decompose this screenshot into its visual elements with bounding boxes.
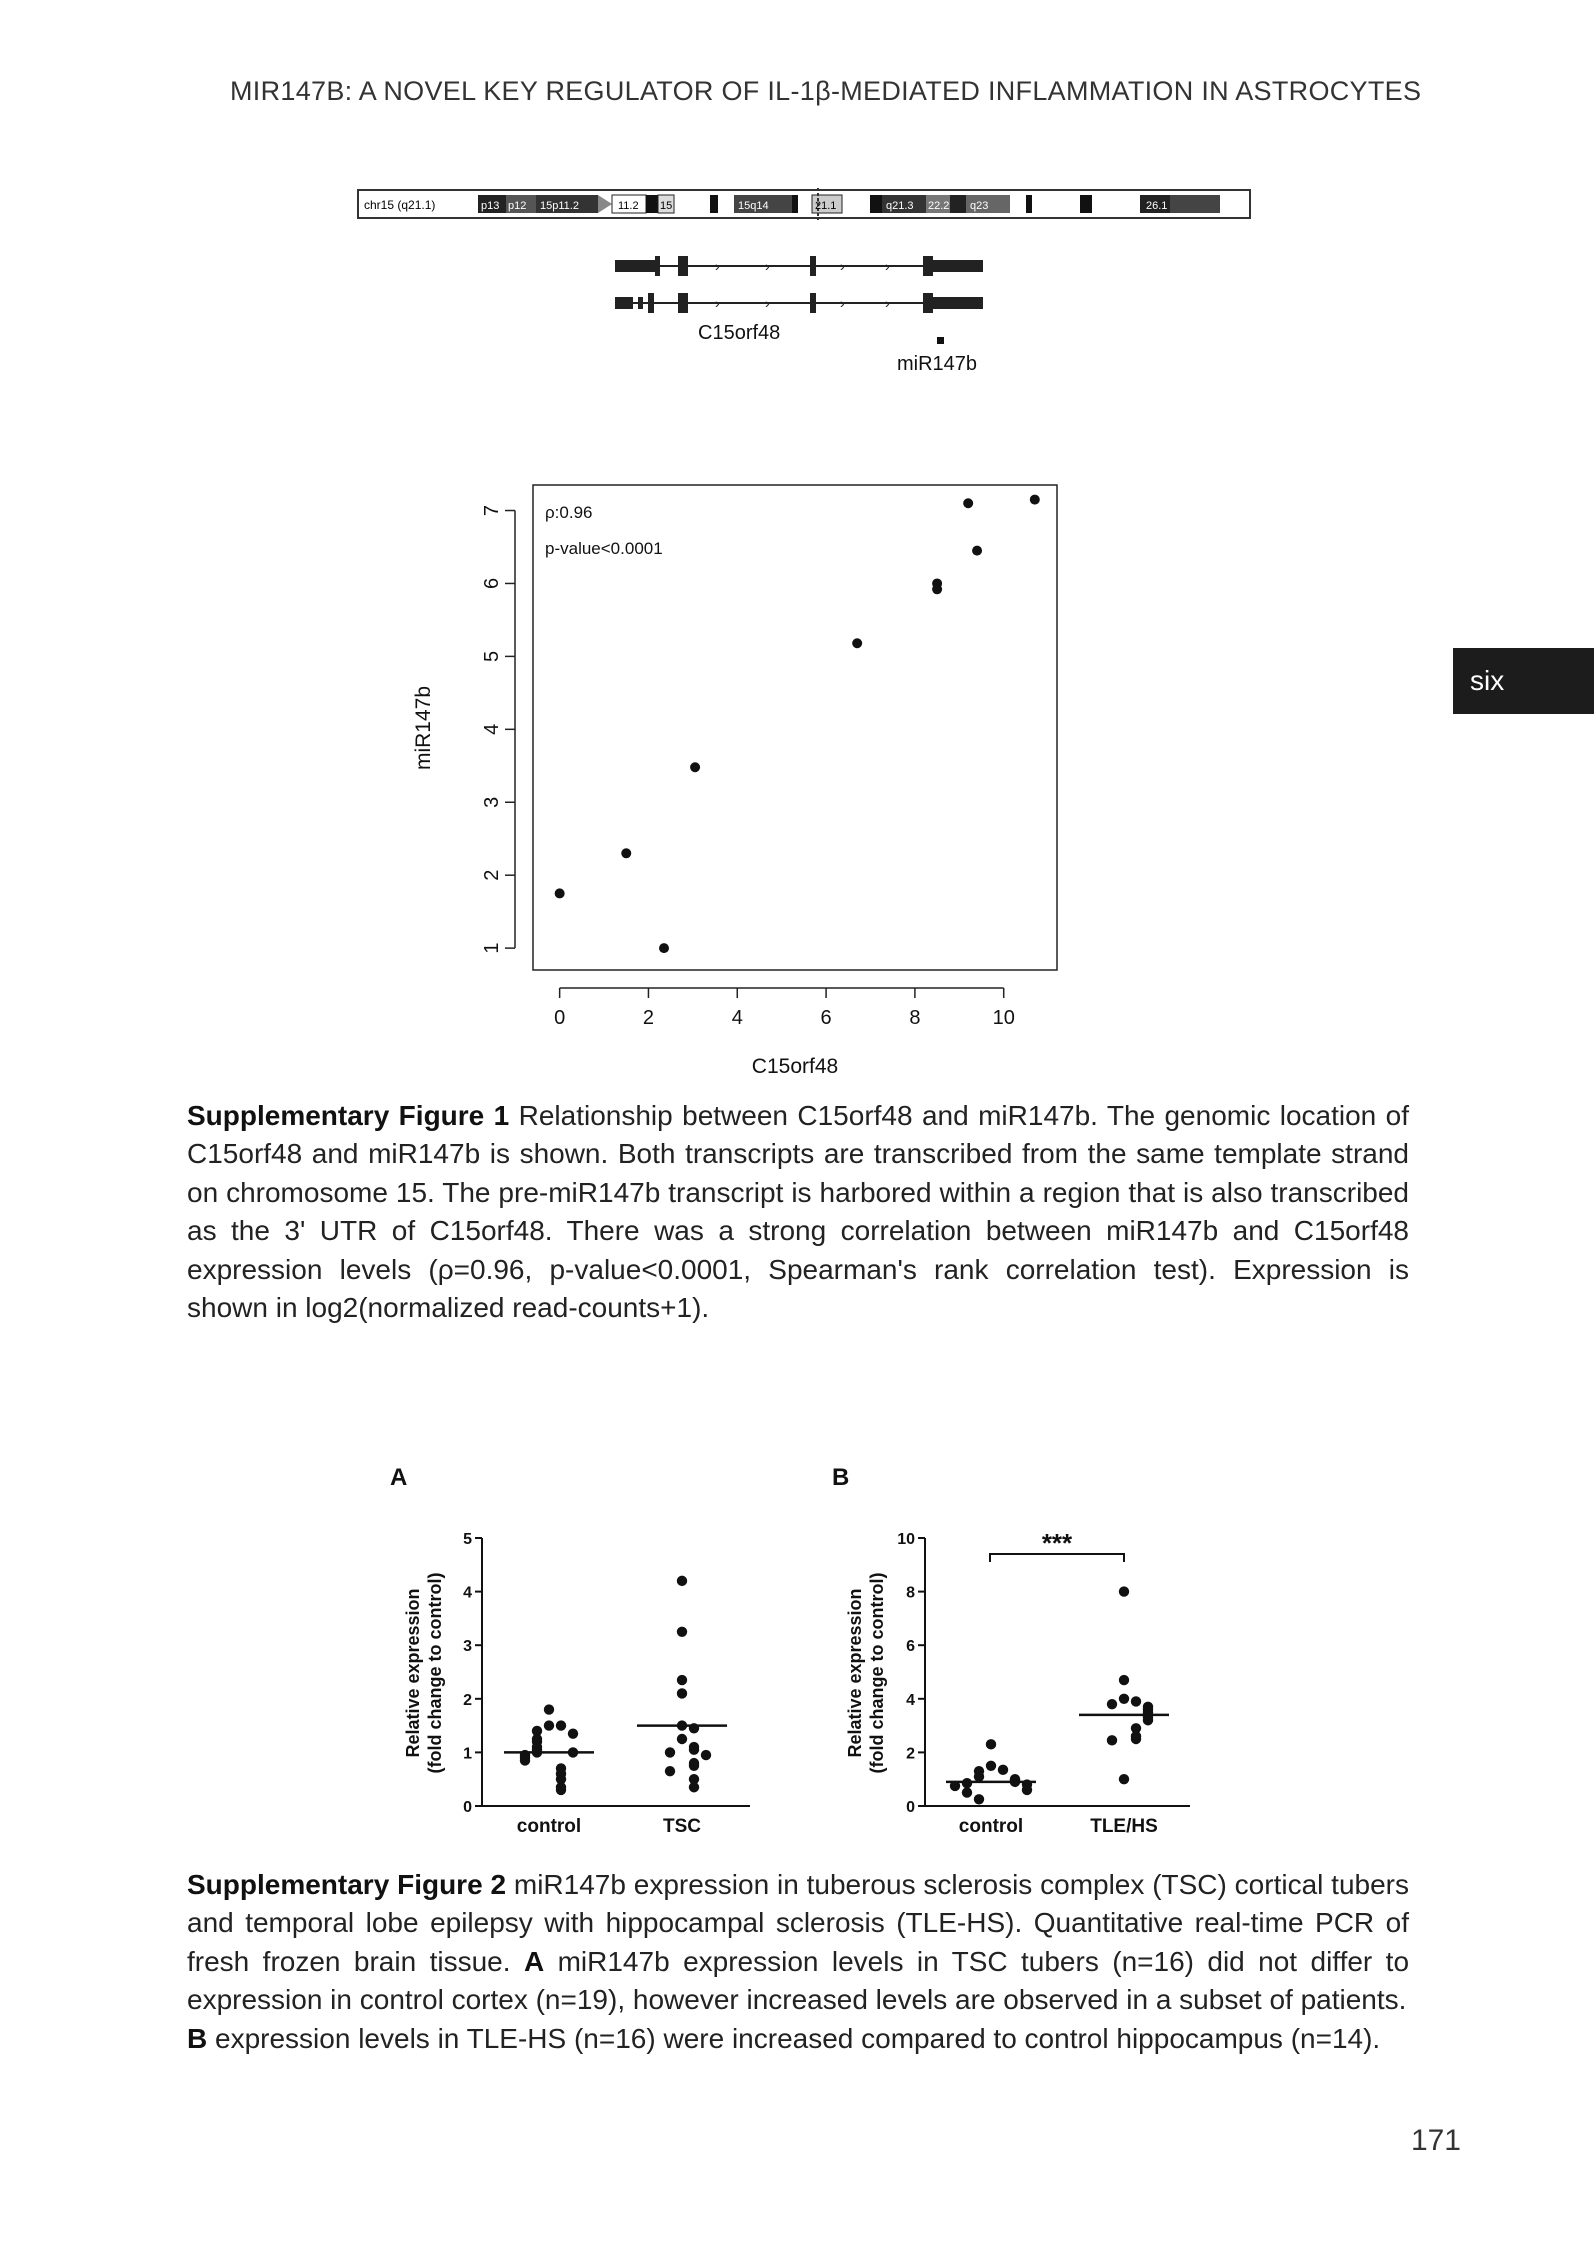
data-point bbox=[1131, 1696, 1141, 1706]
data-point bbox=[665, 1747, 675, 1757]
x-tick-label: 2 bbox=[642, 1007, 655, 1029]
correlation-scatter-plot bbox=[400, 470, 1100, 1090]
y-axis bbox=[481, 505, 515, 954]
scatter-points bbox=[555, 495, 1040, 954]
y-tick-label: 10 bbox=[897, 1531, 915, 1548]
transcript-2 bbox=[615, 293, 983, 313]
band-label: q21.3 bbox=[886, 200, 914, 212]
svg-text:›: › bbox=[765, 295, 770, 311]
y-tick-label: 1 bbox=[481, 942, 503, 954]
running-header: MIR147B: A NOVEL KEY REGULATOR OF IL-1β-MEDIATED INFLAMMATION IN ASTROCYTES bbox=[230, 76, 1422, 106]
panel-b-label: B bbox=[832, 1464, 850, 1491]
data-point bbox=[986, 1761, 996, 1771]
scatter-point bbox=[1030, 495, 1040, 505]
x-tick-label: 4 bbox=[731, 1007, 743, 1029]
mirna-label: miR147b bbox=[897, 353, 978, 375]
figure-2-caption bbox=[187, 1866, 1409, 2058]
data-point bbox=[677, 1734, 687, 1744]
svg-text:›: › bbox=[840, 295, 845, 311]
y-tick-label: 5 bbox=[481, 650, 503, 662]
rho-annotation: ρ:0.96 bbox=[545, 503, 593, 522]
category-label: TLE/HS bbox=[1090, 1816, 1158, 1837]
caption-panel-b-text: expression levels in TLE-HS (n=16) were increased compared to control hippocampus (n=14). bbox=[215, 2022, 1381, 2054]
data-point bbox=[986, 1739, 996, 1749]
caption-text: miR147b expression in tuberous sclerosis complex (TSC) cortical tubers and temporal lobe epilepsy with hippocampal sclerosis (TLE-HS). Quantitative real-time PCR of fresh frozen brain tissue. bbox=[187, 1869, 1410, 1977]
y-tick-label: 5 bbox=[463, 1531, 472, 1548]
scatter-point bbox=[963, 498, 973, 508]
data-point bbox=[1119, 1774, 1129, 1784]
y-axis-title-line-2: (fold change to control) bbox=[425, 1572, 445, 1774]
caption-panel-a-text: miR147b expression levels in TSC tubers (n=16) did not differ to expression in control cortex (n=19), however increased levels are observed in a subset of patients. bbox=[187, 1945, 1410, 2016]
band-label: 15q14 bbox=[738, 200, 769, 212]
scatter-point bbox=[690, 762, 700, 772]
x-tick-label: 10 bbox=[992, 1007, 1015, 1029]
svg-text:›: › bbox=[885, 258, 890, 274]
data-point bbox=[950, 1781, 960, 1791]
data-point bbox=[568, 1747, 578, 1757]
y-axis-title-line-1: Relative expression bbox=[403, 1588, 423, 1758]
panel-a-points bbox=[504, 1576, 727, 1795]
y-tick-label: 2 bbox=[481, 869, 503, 881]
data-point bbox=[677, 1688, 687, 1698]
data-point bbox=[677, 1675, 687, 1685]
svg-text:›: › bbox=[715, 258, 720, 274]
data-point bbox=[689, 1745, 699, 1755]
data-point bbox=[974, 1771, 984, 1781]
data-point bbox=[689, 1761, 699, 1771]
y-tick-label: 3 bbox=[481, 796, 503, 808]
y-tick-label: 7 bbox=[481, 504, 503, 517]
caption-label: Supplementary Figure 1 bbox=[187, 1100, 510, 1131]
caption-panel-b-label: B bbox=[187, 2022, 208, 2054]
panel-b-axes bbox=[897, 1531, 1190, 1816]
chapter-tab: six bbox=[1453, 648, 1594, 714]
caption-text: Relationship between C15orf48 and miR147b. The genomic location of C15orf48 and miR147b is shown. Both transcripts are transcribed from the same template strand on chromosome 15. The pre-miR147b transcript is harbored within a region that is also transcribed as the 3' UTR of C15orf48. There was a strong correlation between miR147b and C15orf48 expression levels (ρ=0.96, p-value<0.0001, Spearman's rank correlation test). Expression is shown in log2(normalized read-counts+1). bbox=[187, 1100, 1409, 1324]
data-point bbox=[689, 1723, 699, 1733]
data-point bbox=[556, 1720, 566, 1730]
panel-a-label: A bbox=[390, 1464, 408, 1491]
page-number: 171 bbox=[1410, 2124, 1461, 2157]
panel-b bbox=[845, 1528, 1190, 1837]
significance-stars: *** bbox=[1041, 1528, 1073, 1558]
scatter-point bbox=[555, 888, 565, 898]
data-point bbox=[1022, 1785, 1032, 1795]
caption-panel-a-label: A bbox=[523, 1945, 545, 1977]
caption-label: Supplementary Figure 2 bbox=[187, 1869, 507, 1900]
y-tick-label: 4 bbox=[906, 1691, 915, 1709]
data-point bbox=[544, 1704, 554, 1714]
data-point bbox=[689, 1782, 699, 1792]
x-tick-label: 6 bbox=[820, 1007, 832, 1029]
band-label: 21.1 bbox=[815, 200, 837, 212]
x-axis bbox=[554, 988, 1015, 1029]
band-label: 11.2 bbox=[618, 200, 639, 212]
y-tick-label: 6 bbox=[906, 1638, 915, 1656]
y-tick-label: 2 bbox=[906, 1745, 915, 1763]
y-tick-label: 6 bbox=[481, 577, 503, 590]
band-label: q23 bbox=[970, 200, 989, 212]
data-point bbox=[974, 1794, 984, 1804]
scatter-point bbox=[852, 638, 862, 648]
data-point bbox=[568, 1728, 578, 1738]
data-point bbox=[1107, 1699, 1117, 1709]
band-label: 15p11.2 bbox=[540, 200, 579, 212]
data-point bbox=[962, 1787, 972, 1797]
x-tick-label: 0 bbox=[554, 1007, 566, 1029]
data-point bbox=[1119, 1586, 1129, 1596]
mirna-marker bbox=[937, 337, 944, 344]
y-axis-title: miR147b bbox=[412, 685, 435, 771]
scatter-point bbox=[659, 943, 669, 953]
y-tick-label: 4 bbox=[463, 1584, 472, 1602]
data-point bbox=[677, 1720, 687, 1730]
data-point bbox=[1119, 1694, 1129, 1704]
data-point bbox=[544, 1720, 554, 1730]
panel-a bbox=[403, 1531, 750, 1837]
band-label: 26.1 bbox=[1146, 200, 1168, 212]
y-axis-title-line-1: Relative expression bbox=[845, 1588, 865, 1758]
band-label: 22.2 bbox=[928, 200, 950, 212]
scatter-point bbox=[621, 848, 631, 858]
panel-b-points bbox=[946, 1586, 1169, 1804]
x-tick-label: 8 bbox=[909, 1007, 921, 1029]
y-tick-label: 8 bbox=[906, 1584, 915, 1602]
data-point bbox=[1131, 1734, 1141, 1744]
band-label: p12 bbox=[508, 200, 527, 212]
band-label: p13 bbox=[481, 200, 500, 212]
y-tick-label: 0 bbox=[906, 1799, 915, 1816]
y-tick-label: 4 bbox=[481, 723, 503, 735]
data-point bbox=[677, 1627, 687, 1637]
y-axis-title-line-2: (fold change to control) bbox=[867, 1572, 887, 1774]
x-axis-title: C15orf48 bbox=[751, 1055, 839, 1078]
category-label: TSC bbox=[663, 1816, 701, 1837]
data-point bbox=[998, 1765, 1008, 1775]
y-tick-label: 3 bbox=[463, 1638, 472, 1656]
data-point bbox=[677, 1576, 687, 1586]
y-tick-label: 2 bbox=[463, 1691, 472, 1709]
gene-label: C15orf48 bbox=[698, 322, 781, 344]
data-point bbox=[1107, 1735, 1117, 1745]
dot-plots bbox=[390, 1460, 1220, 1850]
pvalue-annotation: p-value<0.0001 bbox=[545, 539, 663, 558]
y-tick-label: 0 bbox=[463, 1799, 472, 1816]
svg-text:›: › bbox=[840, 258, 845, 274]
data-point bbox=[1010, 1777, 1020, 1787]
data-point bbox=[532, 1747, 542, 1757]
chrom-label: chr15 (q21.1) bbox=[364, 198, 436, 212]
category-label: control bbox=[516, 1816, 582, 1837]
svg-text:›: › bbox=[765, 258, 770, 274]
svg-text:›: › bbox=[885, 295, 890, 311]
data-point bbox=[701, 1750, 711, 1760]
genome-track bbox=[350, 182, 1260, 382]
svg-text:›: › bbox=[715, 295, 720, 311]
panel-a-axes bbox=[463, 1531, 750, 1816]
scatter-point bbox=[972, 546, 982, 556]
data-point bbox=[1119, 1675, 1129, 1685]
data-point bbox=[520, 1755, 530, 1765]
data-point bbox=[1143, 1715, 1153, 1725]
figure-1-caption bbox=[187, 1097, 1409, 1327]
y-tick-label: 1 bbox=[463, 1745, 472, 1763]
data-point bbox=[962, 1778, 972, 1788]
data-point bbox=[665, 1766, 675, 1776]
data-point bbox=[556, 1785, 566, 1795]
band-label: 15 bbox=[660, 200, 673, 212]
category-label: control bbox=[958, 1816, 1024, 1837]
scatter-point bbox=[932, 584, 942, 594]
transcript-1 bbox=[615, 256, 983, 276]
